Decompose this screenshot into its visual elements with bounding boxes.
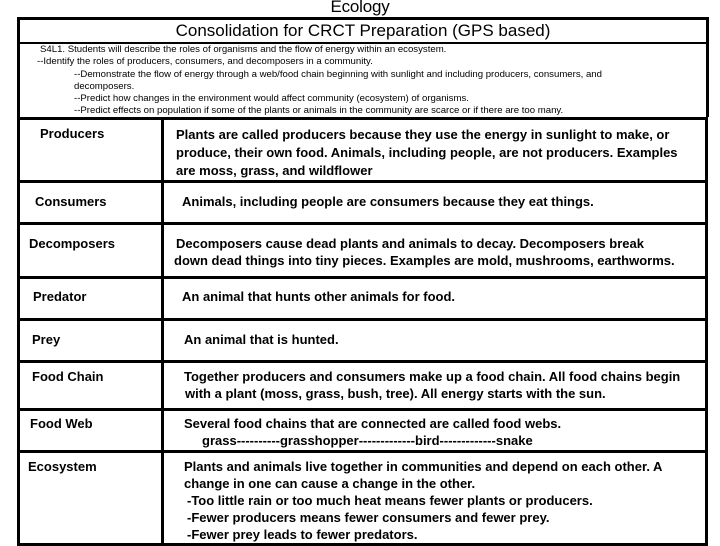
definition-line: -Fewer producers means fewer consumers and fewer prey. — [187, 510, 550, 525]
definition-line: Decomposers cause dead plants and animals to decay. Decomposers break — [176, 236, 644, 251]
definition-line: produce, their own food. Animals, including people, are not producers. Examples — [176, 145, 678, 160]
definition-line: An animal that is hunted. — [184, 332, 339, 347]
definition-cell — [163, 320, 707, 362]
term-cell: Predator — [19, 278, 163, 320]
definition-cell — [163, 119, 707, 182]
definition-cell — [163, 452, 707, 545]
standard-line: decomposers. — [74, 80, 135, 92]
standard-line: --Identify the roles of producers, consumers, and decomposers in a community. — [37, 56, 373, 68]
table-row — [19, 224, 707, 278]
standard-line: --Demonstrate the flow of energy through a web/food chain beginning with sunlight and including producers, consumers, and — [74, 68, 602, 80]
definition-line: are moss, grass, and wildflower — [176, 163, 373, 178]
definition-line: with a plant (moss, grass, bush, tree). All energy starts with the sun. — [185, 386, 606, 401]
term-cell: Producers — [19, 119, 163, 182]
definition-line: down dead things into tiny pieces. Examples are mold, mushrooms, earthworms. — [174, 253, 675, 268]
table-row — [19, 278, 707, 320]
vocabulary-table — [17, 117, 708, 546]
table-row — [19, 320, 707, 362]
definition-line: -Fewer prey leads to fewer predators. — [187, 527, 418, 542]
standard-line: --Predict effects on population if some of the plants or animals in the community are scarce or if there are too many. — [74, 105, 564, 117]
term-cell: Consumers — [19, 182, 163, 224]
definition-line: change in one can cause a change in the other. — [184, 476, 476, 491]
table-row — [19, 362, 707, 410]
table-row — [19, 410, 707, 452]
term-cell: Food Chain — [19, 362, 163, 410]
definition-cell — [163, 410, 707, 452]
page-heading: Ecology — [330, 0, 390, 16]
definition-line: Plants and animals live together in communities and depend on each other. A — [184, 459, 663, 474]
table-row — [19, 182, 707, 224]
standard-line: S4L1. Students will describe the roles of organisms and the flow of energy within an ecosystem. — [40, 44, 447, 55]
document-title: Consolidation for CRCT Preparation (GPS based) — [17, 17, 709, 44]
standard-line: --Predict how changes in the environment would affect community (ecosystem) of organisms. — [74, 93, 469, 105]
definition-line: An animal that hunts other animals for food. — [182, 289, 456, 304]
term-cell: Ecosystem — [19, 452, 163, 545]
definition-cell — [163, 224, 707, 278]
definition-cell — [163, 278, 707, 320]
definition-line: Animals, including people are consumers because they eat things. — [182, 194, 594, 209]
term-cell: Decomposers — [19, 224, 163, 278]
food-chain-example: grass----------grasshopper-------------bird-------------snake — [202, 433, 533, 448]
term-cell: Food Web — [19, 410, 163, 452]
definition-line: Plants are called producers because they use the energy in sunlight to make, or — [176, 127, 670, 142]
definition-line: Together producers and consumers make up a food chain. All food chains begin — [184, 369, 681, 384]
definition-cell — [163, 362, 707, 410]
definition-cell — [163, 182, 707, 224]
term-cell: Prey — [19, 320, 163, 362]
table-row — [19, 119, 707, 182]
table-row — [19, 452, 707, 545]
standards-box — [17, 41, 709, 117]
definition-line: -Too little rain or too much heat means fewer plants or producers. — [187, 493, 593, 508]
definition-line: Several food chains that are connected are called food webs. — [184, 416, 562, 431]
